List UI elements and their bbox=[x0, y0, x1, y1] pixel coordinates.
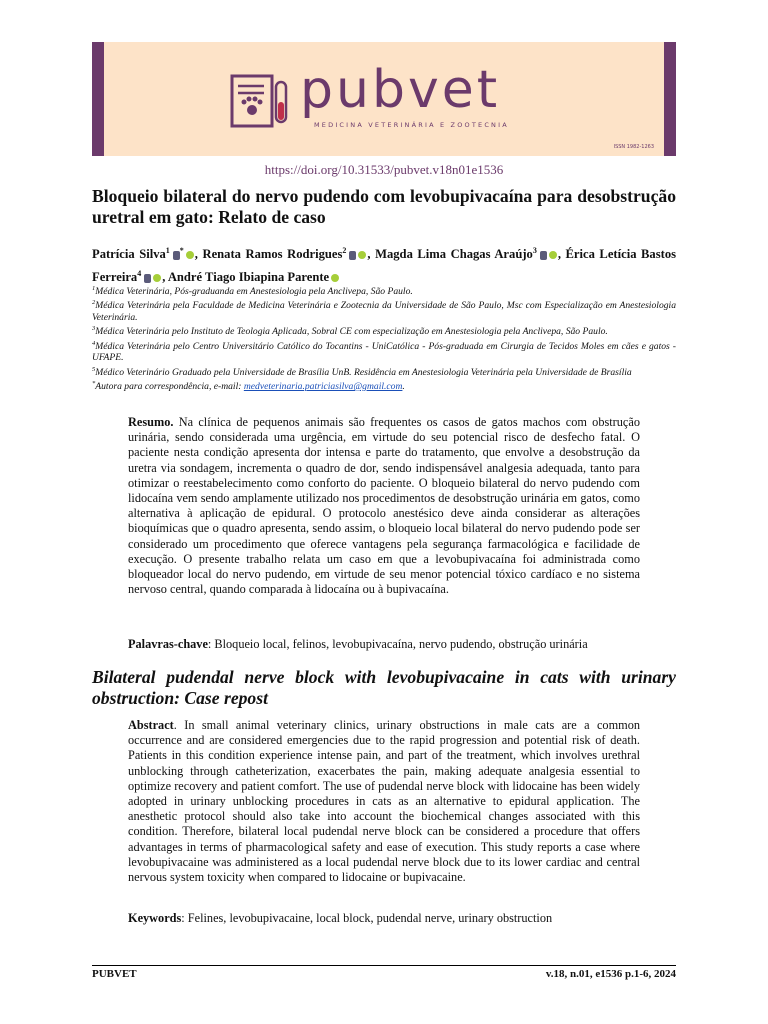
correspondence-end: . bbox=[402, 381, 405, 393]
footer-journal: PUBVET bbox=[92, 968, 137, 980]
resumo-label: Resumo. bbox=[128, 415, 174, 429]
affiliation-sup: 5 bbox=[92, 365, 96, 373]
document-icon[interactable] bbox=[173, 251, 180, 260]
affiliations bbox=[92, 283, 676, 393]
doi-link[interactable]: https://doi.org/10.31533/pubvet.v18n01e1536 bbox=[264, 162, 504, 177]
abstract-paragraph bbox=[128, 718, 640, 885]
author-name: Renata Ramos Rodrigues bbox=[202, 247, 343, 262]
abstract-text: . In small animal veterinary clinics, urinary obstructions in male cats are a common occurrence and are considered emergencies due to the rapid progression and potential risk of death. Patients in this condition experience intense pain, and part of the treatment, which involves urethral unblocking through catheterization, exacerbates the pain, making adequate analgesia essential to optimize recovery and patient comfort. The use of pudendal nerve block with lidocaine has been widely adopted in urinary unblocking procedures in cats as an alternative to epidural application. The anesthetic protocol should also take into account the biochemical changes associated with this condition. Therefore, bilateral local pudendal nerve block can be considered a procedure that offers advantages in terms of pharmacological safety and ease of execution. This study reports a case where levobupivacaine was administered as a local pudendal nerve block due to its lower cardiac and central nervous system toxicity when compared to lidocaine or bupivacaine. bbox=[128, 718, 640, 885]
journal-banner bbox=[92, 42, 676, 156]
issn: ISSN 1982-1263 bbox=[613, 144, 654, 150]
document-icon[interactable] bbox=[349, 251, 356, 260]
banner-left-bar bbox=[92, 42, 104, 156]
author-list: Patrícia Silva$^1$ * , Renata Ramos Rodrigues$^2$ , Magda Lima Chagas Araújo$^3$ , Érica Letícia Bastos Ferreira$^4$ , André Tiago Ibiapina Parente bbox=[92, 246, 677, 285]
author-sup: 3 bbox=[532, 246, 537, 255]
affiliation-text: Médica Veterinária pela Faculdade de Medicina Veterinária e Zootecnia da Universidade de São Paulo, Msc com Especialização em Anestesiologia Veterinária. bbox=[92, 300, 676, 323]
orcid-icon[interactable] bbox=[186, 251, 194, 259]
author-sup: 1 bbox=[165, 246, 170, 255]
author-name: André Tiago Ibiapina Parente bbox=[167, 270, 330, 285]
footer-citation: v.18, n.01, e1536 p.1-6, 2024 bbox=[545, 968, 676, 980]
journal-logo-subtitle: MEDICINA VETERINÁRIA E ZOOTECNIA bbox=[314, 121, 509, 129]
orcid-icon[interactable] bbox=[358, 251, 366, 259]
resumo-paragraph bbox=[128, 415, 640, 597]
article-title: Bloqueio bilateral do nervo pudendo com levobupivacaína para desobstrução uretral em gato: Relato de caso bbox=[92, 186, 676, 227]
affiliation-sup: 4 bbox=[92, 339, 96, 347]
affiliation-item bbox=[92, 323, 676, 337]
affiliation-text: Médica Veterinária pelo Centro Universitário Católico do Tocantins - UniCatólica - Pós-graduada em Cirurgia de Tecidos Moles em cães e gatos - UFAPE. bbox=[92, 340, 676, 364]
affiliation-sup: 3 bbox=[92, 325, 96, 333]
corresponding-mark: * bbox=[92, 380, 96, 388]
author-name: Érica Letícia Bastos Ferreira bbox=[92, 247, 677, 285]
document-icon[interactable] bbox=[540, 251, 547, 260]
correspondence-label: Autora para correspondência, e-mail: bbox=[95, 381, 244, 393]
affiliation-text: Médica Veterinária pelo Instituto de Teologia Aplicada, Sobral CE com especialização em Anestesiologia pela Anclivepa, São Paulo. bbox=[95, 326, 608, 338]
author-sup: 4 bbox=[137, 269, 142, 279]
palavras-chave bbox=[128, 637, 640, 652]
keywords bbox=[128, 911, 640, 926]
palavras-chave-text: : Bloqueio local, felinos, levobupivacaína, nervo pudendo, obstrução urinária bbox=[207, 637, 588, 651]
orcid-icon[interactable] bbox=[549, 251, 557, 259]
email-link[interactable]: medveterinaria.patriciasilva@gmail.com bbox=[243, 381, 403, 393]
affiliation-item bbox=[92, 338, 676, 364]
document-icon[interactable] bbox=[144, 274, 151, 283]
affiliation-text: Médico Veterinário Graduado pela Universidade de Brasília UnB. Residência em Anestesiologia Veterinária pela Universidade de Brasília bbox=[95, 366, 632, 378]
affiliation-item bbox=[92, 364, 676, 378]
author-name: Magda Lima Chagas Araújo bbox=[375, 247, 533, 262]
corresponding-mark: * bbox=[179, 246, 184, 255]
resumo-text: Na clínica de pequenos animais são frequentes os casos de gatos machos com obstrução urinária, sendo considerada uma urgência, em virtude do seu potencial risco de desfecho fatal. O paciente nesta condição apresenta dor intensa e parte do tratamento, que envolve a desobstrução da uretra via sondagem, incrementa o quadro de dor, sendo indispensável analgesia adequada, tanto para otimizar o reestabelecimento como conforto do paciente. O bloqueio bilateral do nervo pudendo com lidocaína vem sendo amplamente utilizado nos procedimentos de desobstrução urinária em gatos, como alternativa à aplicação de epidural. O protocolo anestésico deve ainda considerar as alterações bioquímicas que o quadro apresenta, sendo assim, o bloqueio local bilateral do nervo pudendo pode ser considerado um procedimento que oferece vantagens pela segurança farmacológica e facilidade de execução. O presente trabalho relata um caso em que a levobupivacaína foi administrada como bloqueador local do nervo pudendo, em virtude de seu menor potencial tóxico cardíaco e no sistema nervoso central, quando comparada à lidocaína ou à bupivacaína. bbox=[128, 415, 640, 597]
journal-logo-icon bbox=[230, 72, 292, 130]
keywords-text: : Felines, levobupivacaine, local block, pudendal nerve, urinary obstruction bbox=[181, 911, 553, 925]
footer-divider bbox=[92, 965, 676, 966]
orcid-icon[interactable] bbox=[153, 274, 161, 282]
orcid-icon[interactable] bbox=[331, 274, 339, 282]
affiliation-text: Médica Veterinária, Pós-graduanda em Anestesiologia pela Anclivepa, São Paulo. bbox=[95, 286, 413, 298]
palavras-chave-label: Palavras-chave bbox=[128, 637, 208, 651]
affiliation-item bbox=[92, 297, 676, 323]
banner-right-bar bbox=[664, 42, 676, 156]
affiliation-item bbox=[92, 283, 676, 297]
author-name: Patrícia Silva bbox=[92, 247, 166, 262]
affiliation-sup: 1 bbox=[92, 285, 96, 292]
english-title: Bilateral pudendal nerve block with levobupivacaine in cats with urinary obstruction: Case repost bbox=[92, 667, 676, 708]
affiliation-sup: 2 bbox=[92, 299, 96, 307]
journal-logo-text: pubvet bbox=[300, 60, 501, 120]
author-sup: 2 bbox=[342, 246, 347, 255]
keywords-label: Keywords bbox=[128, 911, 182, 925]
abstract-label: Abstract bbox=[128, 718, 174, 732]
correspondence bbox=[92, 378, 676, 392]
